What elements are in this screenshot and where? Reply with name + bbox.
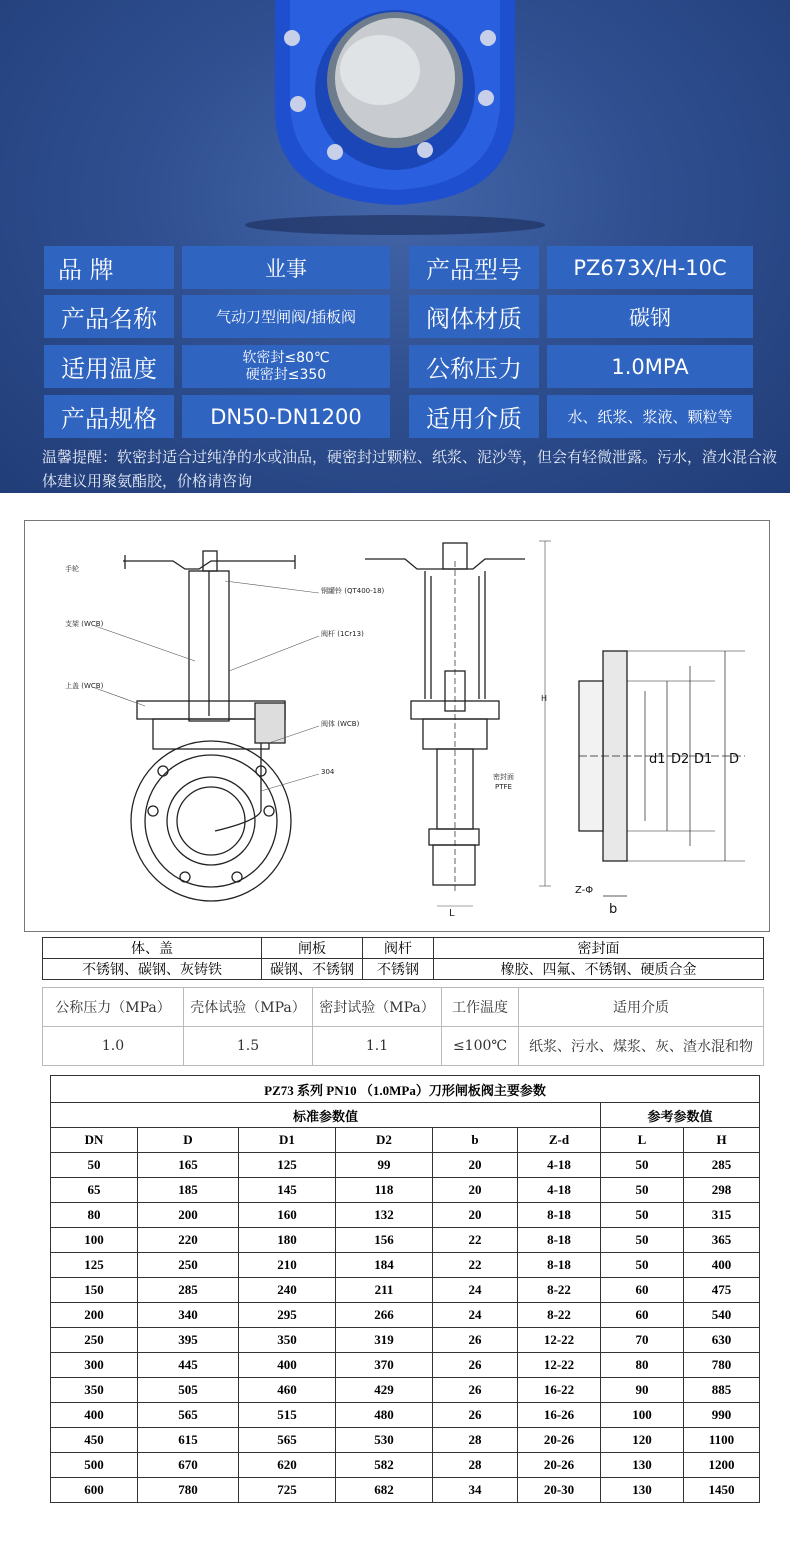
table-cell: 16-22: [518, 1378, 601, 1403]
table-cell: 445: [138, 1353, 239, 1378]
table-cell: 125: [51, 1253, 138, 1278]
label-stem: 阀杆 (1Cr13): [321, 630, 364, 638]
test-header-seal: 密封试验（MPa）: [313, 988, 442, 1027]
table-cell: 26: [433, 1328, 518, 1353]
table-cell: 28: [433, 1453, 518, 1478]
test-value-row: [43, 1027, 764, 1066]
table-cell: 22: [433, 1253, 518, 1278]
table-row: [51, 1278, 760, 1303]
table-cell: 24: [433, 1303, 518, 1328]
params-group-row: [51, 1103, 760, 1128]
table-cell: 350: [239, 1328, 336, 1353]
table-row: [51, 1303, 760, 1328]
label-body: 阀体 (WCB): [321, 720, 360, 728]
brand-label: 品 牌: [44, 246, 174, 289]
table-cell: 70: [601, 1328, 684, 1353]
table-cell: 28: [433, 1428, 518, 1453]
table-cell: 4-18: [518, 1178, 601, 1203]
table-cell: 540: [684, 1303, 760, 1328]
table-cell: 12-22: [518, 1328, 601, 1353]
table-cell: 20-26: [518, 1453, 601, 1478]
table-cell: 150: [51, 1278, 138, 1303]
table-cell: 620: [239, 1453, 336, 1478]
table-cell: 34: [433, 1478, 518, 1503]
dim-d1: D1: [694, 752, 713, 767]
medium-label: 适用介质: [409, 395, 539, 438]
label-cover: 上盖 (WCB): [65, 682, 104, 690]
label-seal: 密封面: [493, 773, 514, 781]
table-cell: 429: [336, 1378, 433, 1403]
table-cell: 780: [684, 1353, 760, 1378]
table-cell: 565: [239, 1428, 336, 1453]
params-group-standard: 标准参数值: [51, 1103, 601, 1128]
table-cell: 145: [239, 1178, 336, 1203]
table-cell: 780: [138, 1478, 239, 1503]
table-cell: 50: [601, 1178, 684, 1203]
table-cell: 565: [138, 1403, 239, 1428]
pressure-test-table: [42, 987, 764, 1066]
table-cell: 240: [239, 1278, 336, 1303]
table-cell: 20: [433, 1203, 518, 1228]
pressure-label: 公称压力: [409, 345, 539, 388]
table-cell: 530: [336, 1428, 433, 1453]
col-d: D: [138, 1128, 239, 1153]
body-material-value: 碳钢: [547, 295, 753, 338]
table-cell: 8-22: [518, 1303, 601, 1328]
table-cell: 365: [684, 1228, 760, 1253]
table-cell: 285: [684, 1153, 760, 1178]
table-cell: 90: [601, 1378, 684, 1403]
table-cell: 185: [138, 1178, 239, 1203]
temperature-soft: 软密封≤80℃: [242, 349, 330, 366]
table-cell: 20-30: [518, 1478, 601, 1503]
label-ptfe: PTFE: [495, 783, 512, 791]
table-cell: 160: [239, 1203, 336, 1228]
table-cell: 220: [138, 1228, 239, 1253]
table-cell: 100: [601, 1403, 684, 1428]
table-cell: 200: [138, 1203, 239, 1228]
temperature-hard: 硬密封≤350: [245, 366, 327, 383]
table-cell: 8-18: [518, 1203, 601, 1228]
table-cell: 1450: [684, 1478, 760, 1503]
table-cell: 400: [684, 1253, 760, 1278]
table-row: [51, 1403, 760, 1428]
mat-header-stem: 阀杆: [363, 938, 434, 959]
table-cell: 990: [684, 1403, 760, 1428]
table-row: [51, 1378, 760, 1403]
table-cell: 26: [433, 1378, 518, 1403]
materials-table: [42, 937, 764, 980]
table-cell: 630: [684, 1328, 760, 1353]
mat-header-gate: 闸板: [262, 938, 363, 959]
dim-b: b: [609, 902, 618, 917]
table-cell: 50: [601, 1228, 684, 1253]
col-l: L: [601, 1128, 684, 1153]
table-cell: 60: [601, 1303, 684, 1328]
table-cell: 285: [138, 1278, 239, 1303]
test-value-pressure: 1.0: [43, 1027, 184, 1066]
dim-d: D: [729, 752, 740, 767]
table-cell: 500: [51, 1453, 138, 1478]
table-cell: 582: [336, 1453, 433, 1478]
test-header-row: [43, 988, 764, 1027]
table-cell: 400: [239, 1353, 336, 1378]
model-label: 产品型号: [409, 246, 539, 289]
table-row: [51, 1153, 760, 1178]
table-row: [51, 1428, 760, 1453]
technical-drawing: [24, 520, 770, 932]
table-cell: 100: [51, 1228, 138, 1253]
table-cell: 515: [239, 1403, 336, 1428]
col-h: H: [684, 1128, 760, 1153]
left-view-labels: [65, 564, 385, 776]
params-group-reference: 参考参数值: [601, 1103, 760, 1128]
table-cell: 298: [684, 1178, 760, 1203]
table-cell: 26: [433, 1353, 518, 1378]
dim-z: Z-Φ: [575, 885, 594, 896]
table-cell: 250: [138, 1253, 239, 1278]
product-banner: [0, 0, 790, 493]
table-cell: 1200: [684, 1453, 760, 1478]
table-cell: 80: [601, 1353, 684, 1378]
table-cell: 184: [336, 1253, 433, 1278]
params-title-row: [51, 1076, 760, 1103]
table-cell: 725: [239, 1478, 336, 1503]
table-row: [51, 1328, 760, 1353]
table-cell: 475: [684, 1278, 760, 1303]
table-cell: 340: [138, 1303, 239, 1328]
table-cell: 60: [601, 1278, 684, 1303]
table-cell: 350: [51, 1378, 138, 1403]
table-cell: 24: [433, 1278, 518, 1303]
params-header-row: [51, 1128, 760, 1153]
test-header-medium: 适用介质: [519, 988, 764, 1027]
test-value-temp: ≤100℃: [442, 1027, 519, 1066]
table-cell: 50: [601, 1203, 684, 1228]
mat-value-stem: 不锈钢: [363, 959, 434, 980]
col-d2: D2: [336, 1128, 433, 1153]
brand-value: 业事: [182, 246, 390, 289]
size-label: 产品规格: [44, 395, 174, 438]
mat-value-seal: 橡胶、四氟、不锈钢、硬质合金: [434, 959, 764, 980]
mat-value-gate: 碳钢、不锈钢: [262, 959, 363, 980]
table-cell: 130: [601, 1453, 684, 1478]
table-cell: 180: [239, 1228, 336, 1253]
body-material-label: 阀体材质: [409, 295, 539, 338]
table-cell: 50: [51, 1153, 138, 1178]
mat-header-body: 体、盖: [43, 938, 262, 959]
label-l: L: [449, 908, 455, 919]
table-cell: 210: [239, 1253, 336, 1278]
table-cell: 885: [684, 1378, 760, 1403]
table-cell: 50: [601, 1253, 684, 1278]
medium-value: 水、纸浆、浆液、颗粒等: [547, 395, 753, 438]
materials-header-row: [43, 938, 764, 959]
table-row: [51, 1453, 760, 1478]
table-cell: 22: [433, 1228, 518, 1253]
table-row: [51, 1478, 760, 1503]
table-cell: 20-26: [518, 1428, 601, 1453]
table-cell: 165: [138, 1153, 239, 1178]
table-row: [51, 1203, 760, 1228]
table-cell: 460: [239, 1378, 336, 1403]
table-cell: 120: [601, 1428, 684, 1453]
table-cell: 80: [51, 1203, 138, 1228]
label-stem-nut: 钢罐铃 (QT400-18): [321, 587, 385, 595]
tip-note: 温馨提醒：软密封适合过纯净的水或油品，硬密封过颗粒、纸浆、泥沙等，但会有轻微泄露。污水，渣水混合液体建议用聚氨酯胶，价格请咨询: [42, 448, 778, 490]
valve-photo: [0, 0, 790, 240]
label-bracket: 支架 (WCB): [65, 620, 104, 628]
table-cell: 1100: [684, 1428, 760, 1453]
temperature-label: 适用温度: [44, 345, 174, 388]
table-cell: 300: [51, 1353, 138, 1378]
col-zd: Z-d: [518, 1128, 601, 1153]
table-row: [51, 1353, 760, 1378]
table-cell: 8-22: [518, 1278, 601, 1303]
table-cell: 319: [336, 1328, 433, 1353]
temperature-value: [182, 345, 390, 388]
dim-d2: D2: [671, 752, 690, 767]
pressure-value: 1.0MPA: [547, 345, 753, 388]
table-cell: 600: [51, 1478, 138, 1503]
table-cell: 26: [433, 1403, 518, 1428]
table-cell: 99: [336, 1153, 433, 1178]
table-row: [51, 1178, 760, 1203]
test-value-medium: 纸浆、污水、煤浆、灰、渣水混和物: [519, 1027, 764, 1066]
table-cell: 16-26: [518, 1403, 601, 1428]
table-cell: 8-18: [518, 1253, 601, 1278]
table-cell: 682: [336, 1478, 433, 1503]
col-b: b: [433, 1128, 518, 1153]
table-row: [51, 1253, 760, 1278]
drawing-svg: [25, 521, 771, 933]
table-cell: 211: [336, 1278, 433, 1303]
col-dn: DN: [51, 1128, 138, 1153]
table-cell: 370: [336, 1353, 433, 1378]
test-header-temp: 工作温度: [442, 988, 519, 1027]
table-cell: 20: [433, 1153, 518, 1178]
table-cell: 125: [239, 1153, 336, 1178]
table-cell: 250: [51, 1328, 138, 1353]
params-title: PZ73 系列 PN10 （1.0MPa）刀形闸板阀主要参数: [51, 1076, 760, 1103]
table-cell: 615: [138, 1428, 239, 1453]
table-cell: 315: [684, 1203, 760, 1228]
name-value: 气动刀型闸阀/插板阀: [182, 295, 390, 338]
table-cell: 505: [138, 1378, 239, 1403]
model-value: PZ673X/H-10C: [547, 246, 753, 289]
table-cell: 670: [138, 1453, 239, 1478]
mat-value-body: 不锈钢、碳钢、灰铸铁: [43, 959, 262, 980]
test-value-shell: 1.5: [184, 1027, 313, 1066]
mat-header-seal: 密封面: [434, 938, 764, 959]
label-handwheel: 手轮: [65, 565, 79, 573]
table-cell: 156: [336, 1228, 433, 1253]
test-header-pressure: 公称压力（MPa）: [43, 988, 184, 1027]
table-cell: 118: [336, 1178, 433, 1203]
table-cell: 20: [433, 1178, 518, 1203]
test-value-seal: 1.1: [313, 1027, 442, 1066]
table-cell: 450: [51, 1428, 138, 1453]
col-d1: D1: [239, 1128, 336, 1153]
table-cell: 4-18: [518, 1153, 601, 1178]
parameters-table: [50, 1075, 760, 1503]
size-value: DN50-DN1200: [182, 395, 390, 438]
table-cell: 12-22: [518, 1353, 601, 1378]
table-cell: 132: [336, 1203, 433, 1228]
label-h: H: [541, 694, 548, 703]
table-cell: 50: [601, 1153, 684, 1178]
table-cell: 395: [138, 1328, 239, 1353]
table-cell: 266: [336, 1303, 433, 1328]
table-cell: 200: [51, 1303, 138, 1328]
table-cell: 8-18: [518, 1228, 601, 1253]
table-cell: 480: [336, 1403, 433, 1428]
materials-value-row: [43, 959, 764, 980]
dim-d1-small: d1: [649, 752, 666, 767]
table-cell: 65: [51, 1178, 138, 1203]
label-304: 304: [321, 768, 335, 776]
test-header-shell: 壳体试验（MPa）: [184, 988, 313, 1027]
table-cell: 400: [51, 1403, 138, 1428]
name-label: 产品名称: [44, 295, 174, 338]
table-cell: 130: [601, 1478, 684, 1503]
table-row: [51, 1228, 760, 1253]
table-cell: 295: [239, 1303, 336, 1328]
